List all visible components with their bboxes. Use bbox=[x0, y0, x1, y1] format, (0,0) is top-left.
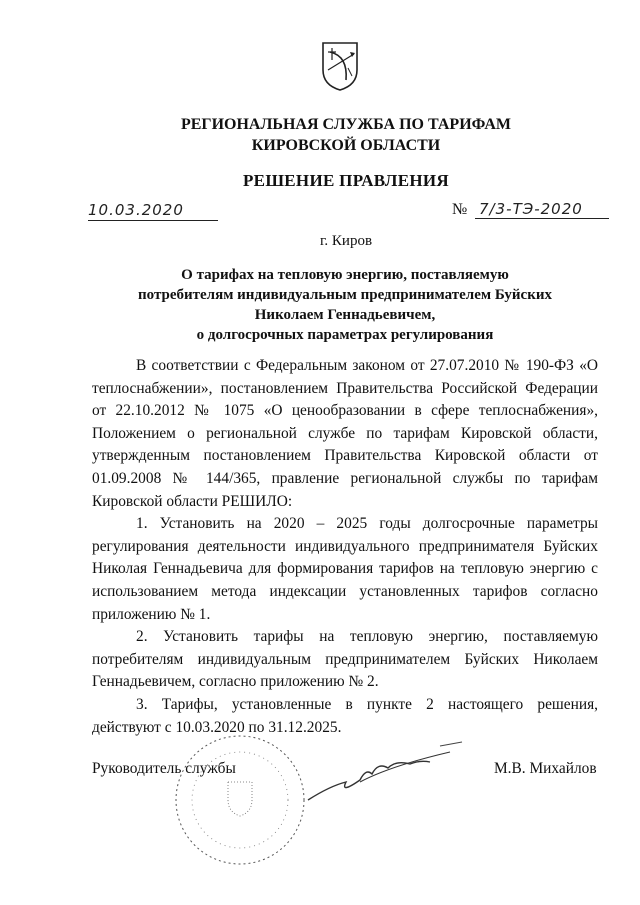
document-subject bbox=[130, 265, 560, 345]
subject-line: потребителям индивидуальным предпринимателем Буйских bbox=[138, 287, 552, 303]
org-name-line2: КИРОВСКОЙ ОБЛАСТИ bbox=[251, 137, 441, 154]
document-date: 10.03.2020 bbox=[88, 201, 218, 221]
signatory-position: Руководитель службы bbox=[92, 760, 236, 777]
document-number: 7/3-ТЭ-2020 bbox=[475, 200, 609, 219]
decision-item-2: 2. Установить тарифы на тепловую энергию, поставляемую потребителям индивидуальным предпринимателем Буйских Николаем Геннадьевичем, согласно приложению № 2. bbox=[92, 628, 598, 691]
number-sign: № bbox=[452, 201, 468, 218]
signatory-name: М.В. Михайлов bbox=[494, 760, 597, 777]
document-number-block bbox=[452, 200, 609, 219]
document-type: РЕШЕНИЕ ПРАВЛЕНИЯ bbox=[243, 171, 449, 190]
subject-line: о долгосрочных параметрах регулирования bbox=[196, 327, 494, 343]
document-city: г. Киров bbox=[319, 233, 373, 249]
org-name-line1: РЕГИОНАЛЬНАЯ СЛУЖБА ПО ТАРИФАМ bbox=[180, 116, 512, 133]
official-seal-icon bbox=[170, 730, 310, 870]
handwritten-signature-icon bbox=[300, 738, 470, 808]
decision-item-3: 3. Тарифы, установленные в пункте 2 настоящего решения, действуют с 10.03.2020 по 31.12.2025. bbox=[92, 695, 598, 736]
document-body bbox=[92, 355, 598, 739]
subject-line: О тарифах на тепловую энергию, поставляемую bbox=[181, 267, 509, 283]
coat-of-arms-icon bbox=[320, 40, 360, 92]
subject-line: Николаем Геннадьевичем, bbox=[254, 307, 436, 323]
decision-item-1: 1. Установить на 2020 – 2025 годы долгосрочные параметры регулирования деятельности индивидуального предпринимателя Буйских Николая Геннадьевича для формирования тарифов на тепловую энергию с использованием метода индексации установленных тарифов согласно приложению № 1. bbox=[92, 515, 598, 623]
preamble-paragraph: В соответствии с Федеральным законом от 27.07.2010 № 190-ФЗ «О теплоснабжении», постановлением Правительства Российской Федерации от 22.10.2012 № 1075 «О ценообразовании в сфере теплоснабжения», Положением о региональной службе по тарифам Кировской области, утвержденным постановлением Правительства Кировской области от 01.09.2008 № 144/365, правление региональной службы по тарифам Кировской области РЕШИЛО: bbox=[92, 357, 598, 510]
